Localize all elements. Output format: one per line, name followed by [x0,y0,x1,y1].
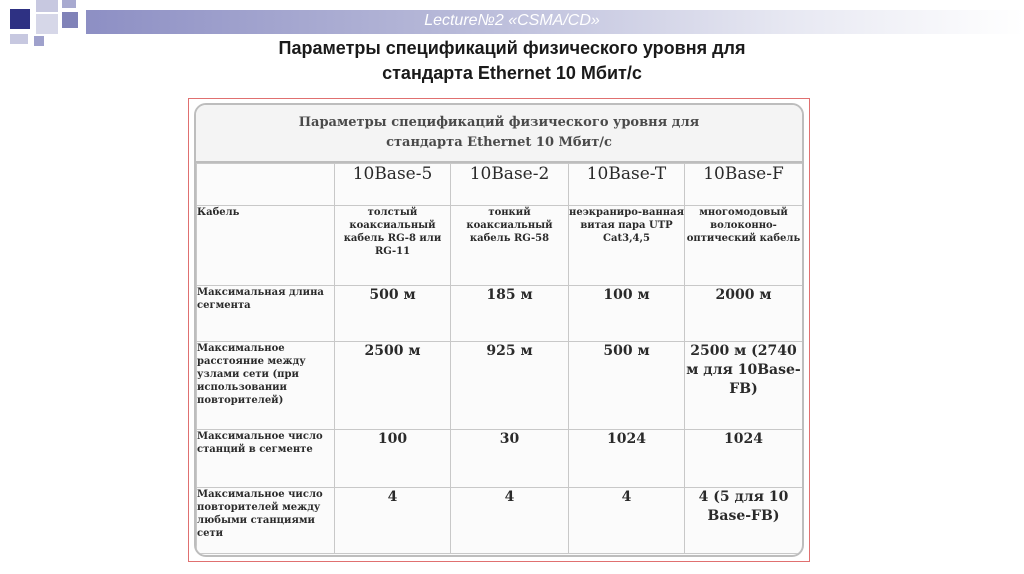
table-caption [196,105,802,163]
row-label: Максимальная длина сегмента [197,286,335,342]
table-cell: 4 [335,488,451,554]
slide-title-line-1: Параметры спецификаций физического уровня для [278,38,746,58]
table-cell: 4 [569,488,685,554]
table-cell: 1024 [685,430,803,488]
table-cell: 100 [335,430,451,488]
decor-square [36,0,58,12]
table-cell: толстый коаксиальный кабель RG-8 или RG-11 [335,206,451,286]
decor-square [62,0,76,8]
table-cell: 1024 [569,430,685,488]
row-label: Кабель [197,206,335,286]
table-cell: 185 м [451,286,569,342]
spec-table [196,163,803,554]
column-header: 10Base-5 [335,164,451,206]
column-header: 10Base-2 [451,164,569,206]
table-row [197,286,803,342]
decor-square [34,36,44,46]
table-cell: 4 (5 для 10 Base-FB) [685,488,803,554]
scanned-table [194,103,804,557]
table-cell: 2000 м [685,286,803,342]
table-cell: неэкраниро-ванная витая пара UTP Cat3,4,5 [569,206,685,286]
table-row [197,342,803,430]
row-label: Максимальное число станций в сегменте [197,430,335,488]
table-cell: многомодовый волоконно-оптический кабель [685,206,803,286]
table-row [197,488,803,554]
table-cell: тонкий коаксиальный кабель RG-58 [451,206,569,286]
table-cell: 2500 м [335,342,451,430]
table-cell: 500 м [569,342,685,430]
row-label: Максимальное расстояние между узлами сети (при использовании повторителей) [197,342,335,430]
table-cell: 100 м [569,286,685,342]
row-label: Максимальное число повторителей между любыми станциями сети [197,488,335,554]
table-caption-line-2: стандарта Ethernet 10 Мбит/с [386,135,612,150]
slide-title-line-2: стандарта Ethernet 10 Мбит/с [382,63,642,83]
table-image-frame [188,98,810,562]
table-caption-line-1: Параметры спецификаций физического уровня для [298,115,700,130]
table-row [197,206,803,286]
table-header-row [197,164,803,206]
table-cell: 4 [451,488,569,554]
column-header: 10Base-F [685,164,803,206]
decor-square [10,34,28,44]
corner-cell [197,164,335,206]
table-cell: 2500 м (2740 м для 10Base-FB) [685,342,803,430]
table-row [197,430,803,488]
table-cell: 925 м [451,342,569,430]
slide-title [150,36,874,86]
column-header: 10Base-T [569,164,685,206]
lecture-label: Lecture№2 «CSMA/CD» [424,12,600,29]
table-cell: 30 [451,430,569,488]
table-cell: 500 м [335,286,451,342]
